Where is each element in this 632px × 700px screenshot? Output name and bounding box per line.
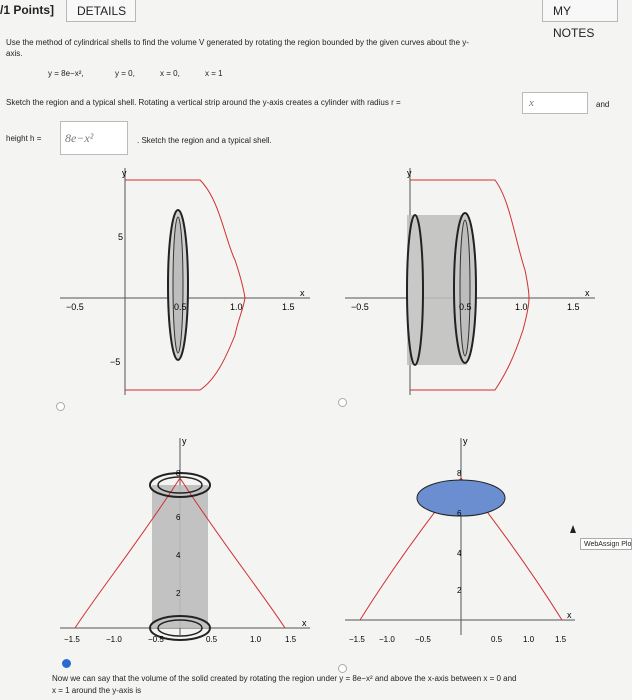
y-tick: 6 — [457, 509, 462, 518]
equation-3: x = 0, — [160, 69, 180, 78]
and-label: and — [596, 100, 610, 109]
problem-text-line2: axis. — [6, 49, 23, 58]
height-label: height h = — [6, 134, 42, 143]
y-tick: −5 — [110, 357, 121, 367]
conclusion-line2: x = 1 around the y-axis is — [52, 686, 142, 695]
x-axis-label: x — [567, 610, 572, 620]
x-tick: −1.0 — [106, 635, 122, 644]
x-axis-label: x — [585, 288, 590, 298]
x-tick: 1.5 — [282, 302, 295, 312]
webassign-plot-label[interactable]: WebAssign Plo — [580, 538, 632, 550]
shell-ellipse-left — [407, 215, 423, 365]
shell-ellipse-right-inner — [460, 220, 470, 356]
y-tick: 5 — [118, 232, 124, 242]
x-tick: 1.0 — [230, 302, 243, 312]
y-tick: 6 — [176, 513, 181, 522]
x-tick: 0.5 — [491, 635, 503, 644]
sketch-prompt: Sketch the region and a typical shell. Rotating a vertical strip around the y-axis creates a cylinder with radius r = — [6, 98, 401, 107]
equation-1: y = 8e−x², — [48, 69, 84, 78]
option-radio-4[interactable] — [338, 664, 347, 673]
x-axis-label: x — [300, 288, 305, 298]
x-tick: 0.5 — [206, 635, 218, 644]
x-tick: −1.5 — [349, 635, 365, 644]
graph-top-right — [345, 160, 615, 400]
y-axis-label: y — [407, 168, 412, 178]
y-tick: 2 — [457, 586, 462, 595]
x-tick: 0.5 — [174, 302, 187, 312]
points-label: /1 Points] — [0, 3, 55, 17]
y-axis-label: y — [182, 436, 187, 446]
x-tick: −0.5 — [148, 635, 164, 644]
y-tick: 2 — [176, 589, 181, 598]
x-tick: −1.0 — [379, 635, 395, 644]
x-tick: −1.5 — [64, 635, 80, 644]
cursor-arrow-icon — [568, 524, 578, 534]
height-answer-field[interactable] — [60, 121, 128, 155]
radius-answer-field[interactable] — [522, 92, 588, 114]
x-tick: 1.5 — [285, 635, 297, 644]
y-axis-label: y — [463, 436, 468, 446]
radius-answer-value: x — [529, 97, 534, 109]
option-radio-1[interactable] — [56, 402, 65, 411]
y-axis-label: y — [122, 168, 127, 178]
x-tick: −0.5 — [351, 302, 369, 312]
x-tick: 1.5 — [555, 635, 567, 644]
equation-2: y = 0, — [115, 69, 135, 78]
x-tick: 1.0 — [515, 302, 528, 312]
my-notes-button[interactable]: MY NOTES — [542, 0, 618, 22]
x-tick: 1.5 — [567, 302, 580, 312]
problem-text-line1: Use the method of cylindrical shells to find the volume V generated by rotating the region bounded by the given curves about the y- — [6, 38, 469, 47]
y-tick: 8 — [457, 469, 462, 478]
y-tick: 4 — [457, 549, 462, 558]
shell-ellipse-inner — [173, 217, 183, 353]
x-tick: 1.0 — [250, 635, 262, 644]
x-tick: −0.5 — [66, 302, 84, 312]
details-tab[interactable]: DETAILS — [66, 0, 136, 22]
x-tick: −0.5 — [415, 635, 431, 644]
conclusion-line1: Now we can say that the volume of the solid created by rotating the region under y = 8e−x² and above the x-axis between x = 0 and — [52, 674, 517, 683]
sketch-instruction: . Sketch the region and a typical shell. — [137, 136, 272, 145]
x-axis-label: x — [302, 618, 307, 628]
graph-top-left — [60, 160, 330, 400]
y-tick: 8 — [176, 469, 181, 478]
height-answer-value: 8e−x² — [65, 131, 94, 145]
equation-4: x = 1 — [205, 69, 223, 78]
x-tick: 1.0 — [523, 635, 535, 644]
y-tick: 4 — [176, 551, 181, 560]
x-tick: 0.5 — [459, 302, 472, 312]
option-radio-3[interactable] — [62, 659, 71, 668]
graph-bottom-right — [345, 430, 585, 650]
graph-bottom-left — [60, 430, 330, 650]
